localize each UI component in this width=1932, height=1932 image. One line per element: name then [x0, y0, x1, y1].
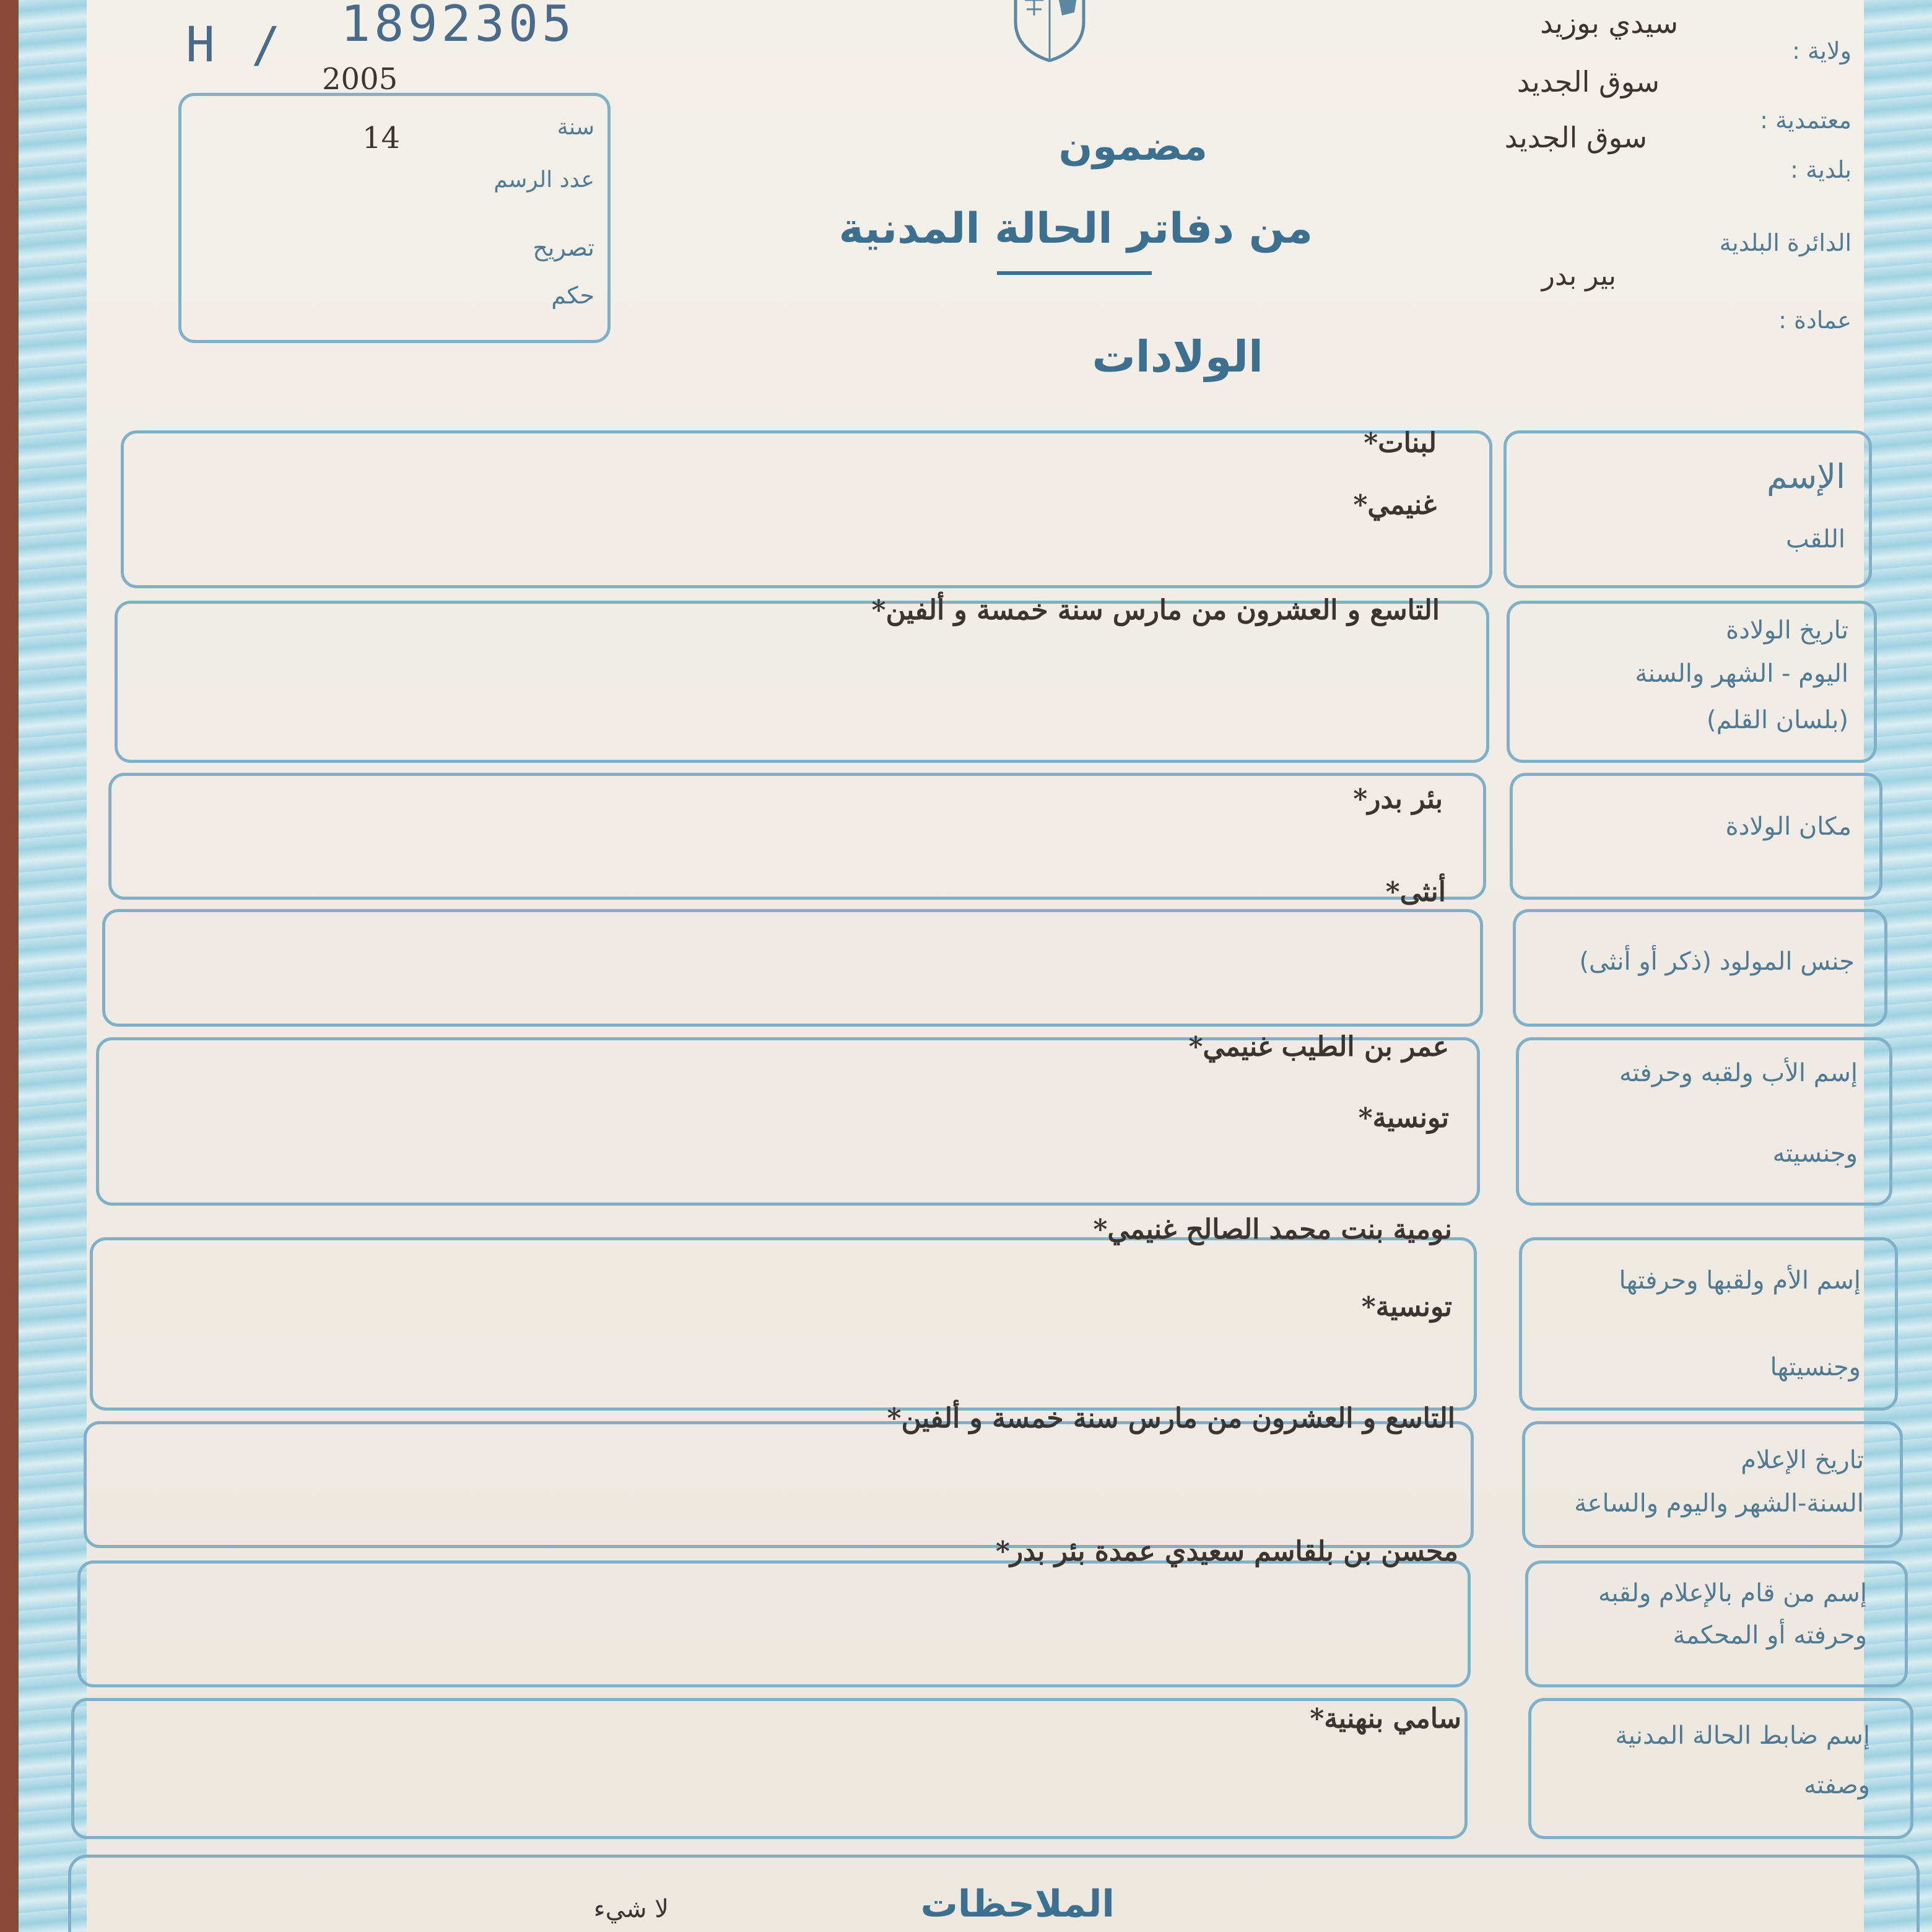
register-year-label: سنة [557, 115, 594, 140]
label-field-box [1522, 1421, 1903, 1548]
field-label: وصفته [1803, 1771, 1870, 1799]
value-field-box [77, 1560, 1471, 1687]
field-value: غنيمي* [1353, 489, 1437, 521]
label-field-box [1528, 1698, 1913, 1839]
district-label: الدائرة البلدية [1719, 229, 1852, 256]
field-label: مكان الولادة [1725, 812, 1852, 841]
value-field-box [90, 1237, 1477, 1411]
label-field-box [1503, 430, 1872, 588]
field-label: وجنسيتها [1770, 1353, 1861, 1382]
field-value: تونسية* [1358, 1102, 1449, 1134]
field-value: عمر بن الطيب غنيمي* [1188, 1031, 1449, 1063]
judgment-label: حكم [551, 282, 594, 309]
field-label: تاريخ الولادة [1726, 616, 1848, 645]
section-title: الولادات [1092, 331, 1263, 382]
title-line1: مضمون [1058, 124, 1208, 170]
imada-label: عمادة : [1778, 307, 1852, 334]
field-label: إسم الأب ولقبه وحرفته [1619, 1059, 1858, 1087]
field-label: اللقب [1785, 525, 1845, 554]
register-number-label: عدد الرسم [494, 167, 594, 193]
serial-number: 1892305 [341, 0, 576, 53]
field-label: اليوم - الشهر والسنة [1635, 659, 1848, 688]
field-label: الإسم [1767, 457, 1845, 496]
field-value: تونسية* [1361, 1291, 1452, 1323]
value-field-box [84, 1421, 1474, 1548]
title-line2: من دفاتر الحالة المدنية [838, 204, 1313, 253]
field-label: تاريخ الإعلام [1741, 1446, 1864, 1474]
delegation-label: معتمدية : [1760, 107, 1852, 134]
delegation-value: سوق الجديد [1516, 65, 1660, 98]
district-value: بير بدر [1541, 260, 1616, 292]
field-label: إسم من قام بالإعلام ولقبه [1598, 1579, 1867, 1608]
field-value: نومية بنت محمد الصالح غنيمي* [1093, 1214, 1452, 1245]
field-label: السنة-الشهر واليوم والساعة [1574, 1489, 1864, 1518]
field-label: جنس المولود (ذكر أو أنثى) [1579, 947, 1855, 976]
value-field-box [102, 909, 1483, 1027]
municipality-value: سوق الجديد [1504, 121, 1647, 154]
remarks-value: لا شيء [593, 1895, 669, 1923]
field-label: وحرفته أو المحكمة [1673, 1621, 1867, 1650]
field-value: سامي بنهنية* [1310, 1703, 1461, 1734]
declaration-label: تصريح [533, 234, 594, 261]
field-value: التاسع و العشرون من مارس سنة خمسة و ألفين* [887, 1403, 1455, 1434]
serial-prefix: H / [186, 17, 284, 73]
field-label: وجنسيته [1772, 1139, 1858, 1168]
register-year-value: 2005 [322, 62, 398, 97]
field-value: محسن بن بلقاسم سعيدي عمدة بئر بدر* [995, 1536, 1458, 1567]
wilaya-value: سيدي بوزيد [1540, 6, 1678, 40]
decorative-border-left [19, 0, 87, 1932]
field-label: إسم الأم ولقبها وحرفتها [1619, 1266, 1861, 1295]
tunisia-emblem-icon [1009, 0, 1090, 62]
title-underline [997, 271, 1152, 275]
municipality-label: بلدية : [1790, 156, 1852, 183]
field-label: إسم ضابط الحالة المدنية [1615, 1721, 1870, 1750]
field-value: لبنات* [1364, 427, 1437, 459]
field-value: التاسع و العشرون من مارس سنة خمسة و ألفين* [871, 594, 1440, 626]
field-value: أنثى* [1385, 876, 1446, 908]
wilaya-label: ولاية : [1792, 37, 1852, 64]
label-field-box [1519, 1237, 1898, 1411]
field-label: (بلسان القلم) [1707, 706, 1848, 734]
register-number-value: 14 [362, 121, 401, 155]
field-value: بئر بدر* [1353, 783, 1443, 815]
remarks-label: الملاحظات [920, 1882, 1115, 1926]
